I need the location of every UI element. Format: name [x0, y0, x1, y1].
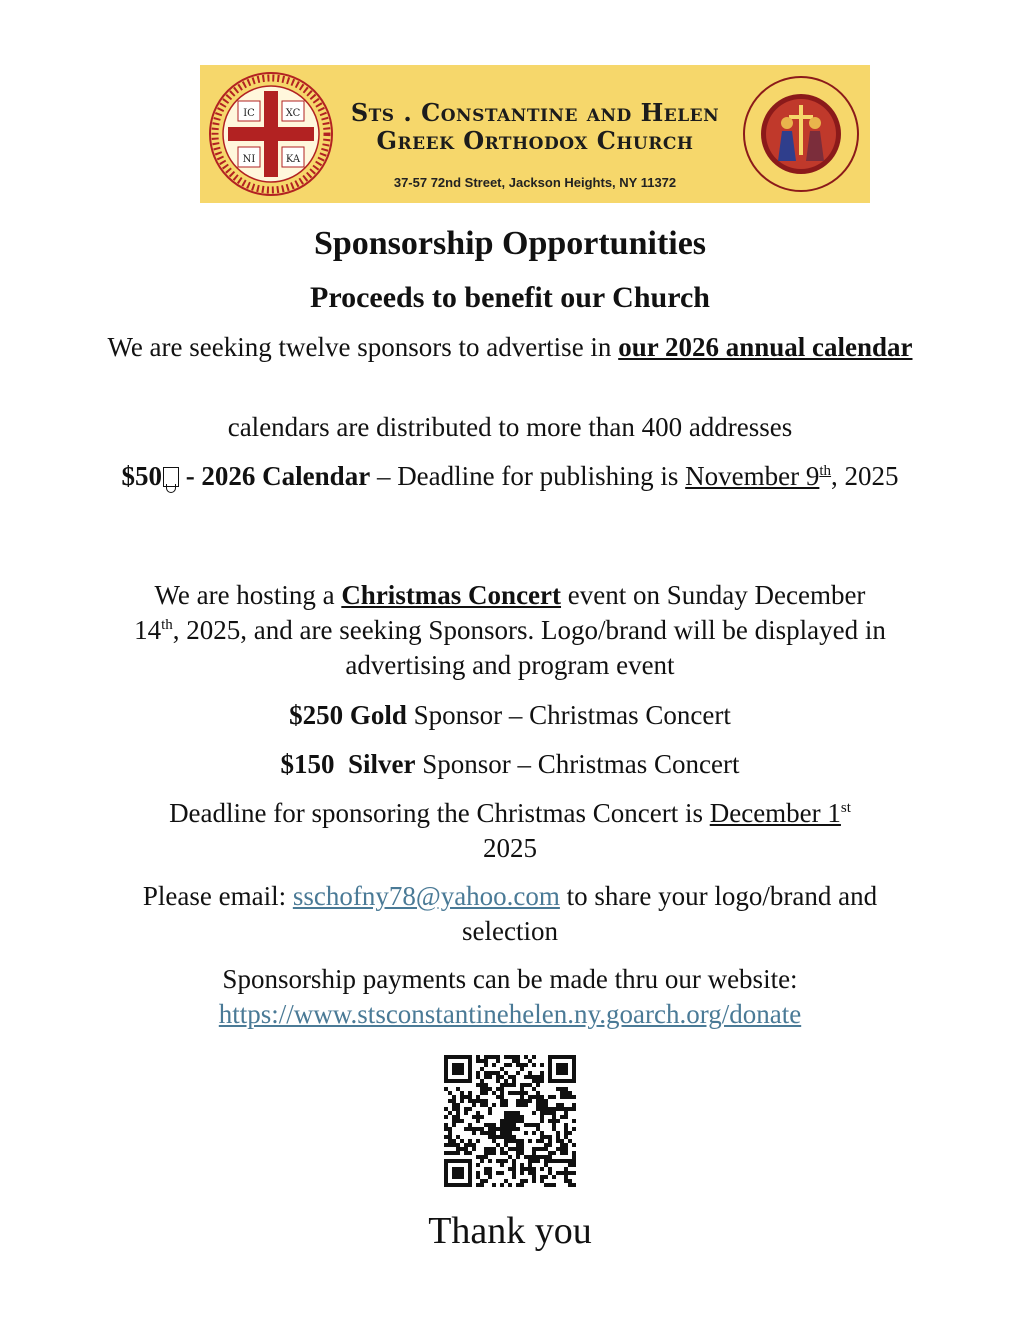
- gold-sponsor-text: Sponsor – Christmas Concert: [406, 700, 731, 730]
- contact-line: [110, 879, 910, 949]
- calendar-deadline-text: – Deadline for publishing is: [370, 461, 686, 491]
- church-banner: [200, 65, 870, 203]
- silver-sponsor-text: Sponsor – Christmas Concert: [415, 749, 740, 779]
- contact-prefix: Please email:: [142, 881, 293, 911]
- calendar-price: $50: [121, 461, 162, 491]
- qr-code-icon[interactable]: [444, 1055, 576, 1187]
- church-address: 37-57 72nd Street, Jackson Heights, NY 11372: [393, 175, 677, 190]
- silver-sponsor-line: [100, 747, 920, 782]
- contact-suffix: to share your logo/brand and selection: [462, 881, 878, 946]
- concert-intro-suffix: event on Sunday December 14: [134, 580, 866, 645]
- calendar-pricing: [100, 459, 920, 494]
- gold-sponsor-line: [100, 698, 920, 733]
- concert-deadline: [100, 796, 920, 866]
- svg-text:XC: XC: [285, 108, 301, 119]
- concert-intro-prefix: We are hosting a: [154, 580, 342, 610]
- thank-you-text: Thank you: [428, 1210, 592, 1252]
- calendar-intro-text: We are seeking twelve sponsors to advertise in: [107, 332, 619, 362]
- payment-text: Sponsorship payments can be made thru our website:: [222, 964, 798, 994]
- concert-intro-rest: , 2025, and are seeking Sponsors. Logo/brand will be displayed in advertising and program event: [172, 615, 886, 680]
- concert-deadline-text: Deadline for sponsoring the Christmas Concert is: [169, 798, 710, 828]
- concert-deadline-sup: st: [840, 800, 851, 816]
- calendar-deadline-year: , 2025: [831, 461, 899, 491]
- church-name: [350, 99, 720, 155]
- church-name-line1: Sts . Constantine and Helen: [350, 98, 720, 127]
- calendar-deadline-date: November 9: [685, 461, 820, 491]
- silver-sponsor-price: $150 Silver: [280, 749, 416, 779]
- concert-intro: [130, 578, 890, 683]
- missing-glyph-icon: [163, 467, 179, 487]
- donate-link[interactable]: https://www.stsconstantinehelen.ny.goarch.org/donate: [218, 999, 802, 1029]
- svg-text:NI: NI: [242, 154, 256, 165]
- svg-text:IC: IC: [243, 108, 255, 119]
- svg-text:KA: KA: [285, 154, 301, 165]
- church-name-line2: Greek Orthodox Church: [376, 126, 694, 155]
- calendar-intro: [100, 330, 920, 365]
- page-subtitle: Proceeds to benefit our Church: [310, 281, 710, 314]
- calendar-deadline-sup: th: [819, 463, 832, 479]
- concert-date-sup: th: [161, 617, 173, 633]
- concert-event-name: Christmas Concert: [341, 580, 562, 610]
- calendar-intro-emphasis: our 2026 annual calendar: [618, 332, 913, 362]
- page-title: Sponsorship Opportunities: [313, 225, 707, 262]
- concert-deadline-date: December 1: [709, 798, 841, 828]
- contact-email-link[interactable]: sschofny78@yahoo.com: [292, 881, 560, 911]
- ecumenical-patriarchate-seal-icon: [208, 71, 334, 197]
- calendar-item: - 2026 Calendar: [178, 461, 371, 491]
- saints-constantine-helen-seal-icon: [742, 75, 860, 193]
- payment-line: [100, 962, 920, 1032]
- concert-deadline-year: 2025: [483, 833, 537, 863]
- gold-sponsor-price: $250 Gold: [289, 700, 407, 730]
- calendar-distribution: calendars are distributed to more than 400 addresses: [227, 412, 793, 442]
